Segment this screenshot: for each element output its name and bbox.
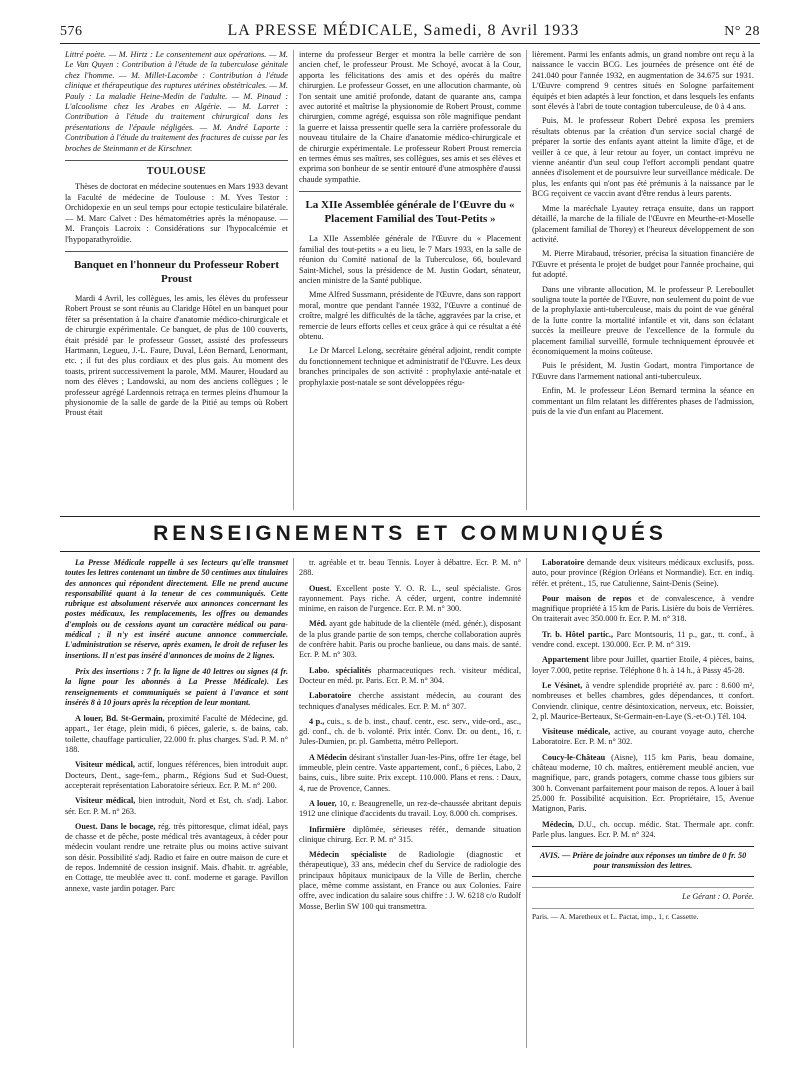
assembly-paragraph: lièrement. Parmi les enfants admis, un grand nombre ont reçu à la naissance le vaccin BCG. Les journées de présence ont été de 241.040 pour l'année 1932, en augmentation de 34.675 sur 1931. L'Œuvre comprend 9 centres situés en Sologne parfaitement équipés et bien adaptés à leur fonction, et dans lesquels les enfants sont élevés à l'abri de toute contagion tuberculeuse, de 0 à 4 ans.	[532, 50, 754, 112]
classified-ad	[299, 691, 521, 712]
classified-ad	[532, 820, 754, 841]
issue-number: N° 28	[724, 24, 760, 39]
ad-text: libre pour Juillet, quartier Etoile, 4 pièces, bains, loyer 7.000, petite reprise. Téléphone 8 h. à 14 h., à Passy 45-28.	[532, 655, 754, 675]
ad-lead: Infirmière	[309, 824, 346, 834]
ad-lead: Visiteuse médicale,	[542, 727, 611, 737]
classified-ad	[299, 825, 521, 846]
ad-lead: A louer, Bd. St-Germain,	[75, 714, 165, 724]
classifieds-column-1	[60, 558, 293, 1048]
ad-text: actif, longues références, bien introduit aupr. Docteurs, Dent., sage-fem., pharm., Régions Sud et Sud-Ouest, accepterait représentation Laboratoire sérieux. Ecr. P. M. n° 200.	[65, 760, 289, 790]
ad-lead: Labo. spécialités	[309, 665, 372, 675]
classified-ad	[299, 666, 521, 687]
classified-ad	[299, 799, 521, 820]
gerant-signature: Le Gérant : O. Porée.	[532, 887, 754, 902]
assembly-paragraph: Enfin, M. le professeur Léon Bernard termina la séance en commentant un film relatant les différentes phases de l'admission, puis de la vie d'un enfant au Placement.	[532, 386, 754, 416]
ad-text: Parc Montsouris, 11 p., gar., tt. conf., à vendre cond. except. 130.000. Ecr. P. M. n° 319.	[532, 629, 755, 650]
assembly-paragraph: M. Pierre Mirabaud, trésorier, précisa la situation financière de l'Œuvre et présenta le projet de budget pour l'année prochaine, qui fut adopté.	[532, 249, 754, 280]
classified-ad	[65, 760, 288, 791]
assembly-heading: La XIIe Assemblée générale de l'Œuvre du « Placement Familial des Tout-Petits »	[305, 199, 515, 226]
publication-title: LA PRESSE MÉDICALE, Samedi, 8 Avril 1933	[227, 22, 580, 39]
ad-text: et de convalescence, à vendre magnifique propriété à 15 km de Paris. Lisière du bois de Verrières. On traiterait avec 350.000 fr. Ecr. P. M. n° 318.	[532, 593, 754, 624]
ad-lead: Visiteur médical,	[75, 760, 135, 770]
ad-lead: Tr. b. Hôtel partic.,	[542, 629, 614, 639]
assembly-paragraph: La XIIe Assemblée générale de l'Œuvre du « Placement familial des tout-petits » a eu lieu, le 7 Mars 1933, en la salle de réunion du Comité national de la Tuberculose, 66, boulevard Saint-Michel, sous la présidence de M. Justin Godart, sénateur, ancien ministre de la Santé publique.	[299, 234, 521, 285]
ad-text: tr. agréable et tr. beau Tennis. Loyer à débattre. Ecr. P. M. n° 288.	[299, 558, 521, 578]
ad-lead: Ouest. Dans le bocage,	[75, 821, 156, 831]
classified-ad	[299, 619, 521, 660]
ad-text: cuis., s. de b. inst., chauf. centr., esc. serv., vide-ord., asc., gd. conf., ch. de b. volonté. Prix intér. Conv. Dr. ou dent., 16, r. Jules-Dumien, pr. pl. Gambetta, métro Pelleport.	[299, 716, 522, 747]
ad-text: (Aisne), 115 km Paris, beau domaine, château moderne, 10 ch. maîtres, entièrement meublé ancien, vue magnifique, parc, grands potagers, comme chasse tous gibiers sur 300 h. Convenant parfaitement pour maison de repos. A louer à bail 25.000 fr. Possibilité acquisition. Ecr. Propriétaire, 15, Avenue Matignon, Paris.	[532, 752, 754, 814]
ad-text: bien introduit, Nord et Est, ch. s'adj. Labor. sér. Ecr. P. M. n° 263.	[65, 796, 289, 816]
classified-ad	[532, 753, 754, 815]
ads-list	[65, 714, 288, 894]
classified-ad	[65, 822, 288, 894]
classifieds-intro: La Presse Médicale rappelle à ses lecteurs qu'elle transmet toutes les lettres contenant un timbre de 50 centimes aux titulaires des annonces qui répondent directement. Elle ne prend aucune responsabilité quant à la teneur de ces communiqués. Cette rubrique est absolument réservée aux annonces concernant les postes médicaux, les remplacements, les offres ou demandes d'emplois ou de cessions ayant un caractère médical ou para-médical ; il n'y est inséré aucune annonce commerciale. L'administration se réserve, après examen, le droit de refuser les insertions. Il n'est pas inséré d'annonces de moins de 2 lignes.	[65, 558, 288, 660]
column-1	[60, 50, 293, 510]
classified-ad	[532, 630, 754, 651]
ad-text: désirant s'installer Juan-les-Pins, offre 1er étage, bel immeuble, plein centre. Vaste appartement, conf., 6 pièces, Labo, 2 bains, cuis., libre suite. Prix except. 110.000. Plans et rens. : Daux, 4, rue de Provence, Cannes.	[299, 752, 521, 793]
column-2	[293, 50, 526, 510]
assembly-paragraph: Mme la maréchale Lyautey retraça ensuite, dans un rapport détaillé, la marche de la filiale de l'Œuvre en Meurthe-et-Moselle (placement familial de Thorey) et l'heureux développement de son activité.	[532, 203, 754, 244]
classified-ad	[65, 796, 288, 817]
ad-text: 10, r. Beaugrenelle, un rez-de-chaussée abritant depuis 1912 une clinique d'accidents du travail. Loy. 8.000 ch. comprises.	[299, 798, 521, 819]
ad-lead: Laboratoire	[542, 558, 585, 567]
ad-lead: Médecin spécialiste	[309, 850, 387, 860]
ad-lead: A Médecin	[309, 752, 347, 762]
ad-text: proximité Faculté de Médecine, gd. appart., 1er étage, plein midi, 6 pièces, galerie, s. de bains, cab. toilette, chauffage particulier, 22.000 fr. plus charges. S'ad. P. M. n° 188.	[65, 714, 288, 755]
ad-text: diplômée, sérieuses référ., demande situation clinique chirurg. Ecr. P. M. n° 315.	[299, 824, 521, 844]
banquet-heading: Banquet en l'honneur du Professeur Robert Proust	[73, 258, 280, 285]
ad-lead: Laboratoire	[309, 691, 352, 701]
ad-lead: A louer,	[309, 798, 337, 808]
classified-ad	[299, 558, 521, 579]
assembly-paragraph: Mme Alfred Sussmann, présidente de l'Œuvre, dans son rapport moral, montre que pendant l'année 1932, l'Œuvre a continué de croître, malgré les difficultés de la tâche, aggravées par la crise, et remercie de leurs efforts celles et ceux grâce à qui ce résultat a été obtenu.	[299, 290, 521, 341]
banquet-text: Mardi 4 Avril, les collègues, les amis, les élèves du professeur Robert Proust se sont réunis au Claridge Hôtel en un banquet pour fêter sa présentation à la chaire d'anatomie médico-chirurgicale et de chirurgie expérimentale. Ce banquet, de plus de 100 couverts, était présidé par le professeur Gosset, assisté des professeurs Hartmann, Legueu, J.-L. Faure, Duval, Léon Bernard, Lenormant, etc. ; il fut des plus cordiaux et des plus gais. Au moment des toasts, prirent successivement la parole, MM. Maurer, Houdard au nom des élèves ; Landowski, au nom des anciens collègues ; le professeur agrégé Lardennois retraça en termes pleins d'humour la physionomie de la salle de garde de la Pitié au temps où Robert Proust était	[65, 293, 288, 418]
classifieds-columns	[60, 558, 760, 1048]
ad-lead: Ouest.	[309, 583, 332, 593]
ad-lead: Médecin,	[542, 819, 575, 829]
ad-text: Excellent poste Y. O. R. L., seul spécialiste. Gros rayonnement. Pays riche. A céder, urgent, contre indemnité minime, en raison de l'urgence. Ecr. P. M. n° 300.	[299, 583, 521, 614]
ad-lead: Coucy-le-Château	[542, 752, 606, 762]
classified-ad	[65, 714, 288, 755]
ad-lead: Appartement	[542, 655, 589, 665]
classified-ad	[532, 727, 754, 748]
classified-ad	[532, 681, 754, 722]
banquet-continued: interne du professeur Berger et montra la belle carrière de son ancien chef, le professeur Proust. Me Schoyé, avocat à la Cour, apporta les félicitations des amis et des opérés du maître chirurgien. Le professeur Gosset, en une allocution charmante, où l'on sentait une amitié profonde, datant de quarante ans, campa avec autorité et maîtrise la physionomie de Robert Proust, comme chirurgien, comme agrégé, esquissa son rôle magnifique pendant la guerre et laissa pressentir quelle sera la carrière professorale du nouveau titulaire de la Chaire d'anatomie médico-chirurgicale et de chirurgie expérimentale. Le professeur Robert Proust remercia en termes émus ses maîtres, ses collègues, ses amis et ses élèves et exprima son bonheur de se sentir entouré d'une atmosphère d'aussi chaude sympathie.	[299, 50, 521, 184]
ad-text: à vendre splendide propriété av. parc : 8.600 m², nombreuses et belles chambres, gdes dépendances, tt confort. Conviendr. clinique, centre désintoxication, nerveux, etc. Boissier, 2, pl. Maurice-Berteaux, St-Germain-en-Laye (S.-et-O.) Tél. 104.	[532, 680, 754, 721]
ad-lead: Le Vésinet,	[542, 680, 583, 690]
page-header	[60, 22, 760, 44]
assembly-paragraph: Puis, M. le professeur Robert Debré exposa les premiers résultats obtenus par la création d'un service social chargé de préparer la sortie des enfants ayant atteint la limite d'âge, et de veiller à ce que, à leur retour au foyer, un contact imprévu ne vienne anéantir d'un seul coup l'effort accompli pendant quatre années d'isolement et de poursuivre leur surveillance médicale. De plus, les enfants qui n'ont pas été prémunis à la naissance par le BCG reçoivent ce vaccin avant d'être rendus à leurs parents.	[532, 116, 754, 199]
divider	[299, 191, 521, 192]
ad-text: rég. très pittoresque, climat idéal, pays de chasse et de pêche, poste médical très avantageux, à céder pour médecin voulant rendre une retraite plus ou moins active suivant son désir. Possibilité s'adj. Radio et faire en outre maison de cure et de repos. Indemnité de cession insignif. Mais. d'habit. tr. agréable, en Cottage, tte meublée avec tt. conf. moderne et garage. Pavillon annexe, vaste jardin potager. Parc	[65, 821, 288, 893]
ad-lead: Pour maison de repos	[542, 593, 632, 603]
ad-lead: 4 p.,	[309, 716, 325, 726]
page-number: 576	[60, 24, 83, 39]
ad-text: D.U., ch. occup. médic. Stat. Thermale apr. confr. Parle plus. langues. Ecr. P. M. n° 324.	[532, 819, 754, 839]
divider	[65, 251, 288, 252]
ad-lead: Méd.	[309, 619, 327, 629]
ad-text: pharmaceutiques rech. visiteur médical, Docteur en méd. pr. Paris. Ecr. P. M. n° 304.	[299, 665, 522, 685]
classified-ad	[532, 558, 754, 589]
ad-text: cherche assistant médecin, au courant des techniques d'analyses médicales. Ecr. P. M. n° 307.	[299, 691, 521, 711]
avis-notice: AVIS. — Prière de joindre aux réponses un timbre de 0 fr. 50 pour transmission des lettres.	[532, 846, 754, 877]
assembly-paragraph: Le Dr Marcel Lelong, secrétaire général adjoint, rendit compte du fonctionnement technique et administratif de l'Œuvre. Les deux branches principales de son activité : prophylaxie anté-natale et prophylaxie post-natale se sont développées régu-	[299, 346, 521, 387]
classified-ad	[299, 717, 521, 748]
ad-text: ayant gde habitude de la clientèle (méd. génér.), disposant de la plus grande partie de son temps, cherche collaboration auprès de confrère habit. Paris ou proche banlieue, ou dans mais. de santé. Ecr. P. M. n° 303.	[299, 619, 522, 660]
classifieds-pricing: Prix des insertions : 7 fr. la ligne de 40 lettres ou signes (4 fr. la ligne pour les abonnés à La Presse Médicale). Les renseignements et communiqués se paient à l'avance et sont insérés 8 à 10 jours après la réception de leur montant.	[65, 666, 288, 707]
theses-list: Littré poète. — M. Hirtz : Le consentement aux opérations. — M. Le Van Quyen : Contribution à l'étude de la tuberculose génitale chez l'homme. — M. Millet-Lacombe : Contribution à l'étude clinique et thérapeutique des ruptures utérines obstétricales. — M. Pauly : La maladie Heine-Medin de l'adulte. — M. Pinaud : L'alcoolisme chez les Arabes en Algérie. — M. Larret : Contribution à l'étude du traitement chirurgical dans les présentations de l'épaule négligées. — M. André Laporte : Contribution à l'étude du traitement des fractures de cuisse par les broches de Steinmann et de Kirschner.	[65, 50, 288, 153]
printer-line: Paris. — A. Maretheux et L. Pactat, imp., 1, r. Cassette.	[532, 908, 754, 922]
assembly-paragraph: Puis le président, M. Justin Godart, montra l'importance de l'Œuvre dans l'armement national anti-tuberculeux.	[532, 361, 754, 381]
ads-list	[299, 558, 521, 912]
toulouse-text: Thèses de doctorat en médecine soutenues en Mars 1933 devant la Faculté de médecine de Toulouse : M. Yves Testor : Orchidopexie en un seul temps pour ectopie testiculaire bilatérale. — M. Marc Calvet : Des hématométries après la ménopause. — M. François Lacroix : Considérations sur l'hypocalcémie et l'hypoparathyroïdie.	[65, 182, 288, 244]
classified-ad	[299, 753, 521, 794]
ad-text: de Radiologie (diagnostic et thérapeutique), 33 ans, médecin chef du Service de radiologie des principaux hôpitaux municipaux de la Ville de Berlin, cherche place, même comme assistant, en France ou aux Colonies. Faire offre, avec indication du salaire sous chiffre : J. W. 6218 c/o Rudolf Mosse, Berlin SW 100 qui transmettra.	[299, 850, 522, 911]
classifieds-column-2	[293, 558, 526, 1048]
classified-ad	[532, 655, 754, 676]
classified-ad	[299, 850, 521, 912]
column-3	[526, 50, 759, 510]
divider	[65, 160, 288, 161]
ad-text: active, au courant voyage auto, cherche Laboratoire. Ecr. P. M. n° 302.	[532, 727, 755, 747]
classifieds-column-3	[526, 558, 759, 1048]
top-columns	[60, 50, 760, 510]
ads-list	[532, 558, 754, 840]
classified-ad	[532, 594, 754, 625]
assembly-paragraph: Dans une vibrante allocution, M. le professeur P. Lereboullet souligna toute la portée de l'Œuvre, non seulement du point de vue de la prophylaxie anti-tuberculeuse, mais du point de vue général de la lutte contre la mortalité infantile et vit, dans son éclatant succès la meilleure preuve de l'excellence de la formule du placement familial surveillé, formule techniquement éprouvée et économiquement la moins coûteuse.	[532, 284, 754, 356]
newspaper-page	[60, 22, 760, 1048]
toulouse-heading: TOULOUSE	[146, 166, 207, 178]
section-title: RENSEIGNEMENTS ET COMMUNIQUÉS	[60, 516, 760, 552]
ad-text: demande deux visiteurs médicaux exclusifs, poss. auto, pour province (Région Orléans et Normandie). Ecr. en indiq. référ. et prétent., 15, rue Catulienne, Saint-Denis (Seine).	[532, 558, 755, 588]
classified-ad	[299, 584, 521, 615]
ad-lead: Visiteur médical,	[75, 796, 136, 806]
